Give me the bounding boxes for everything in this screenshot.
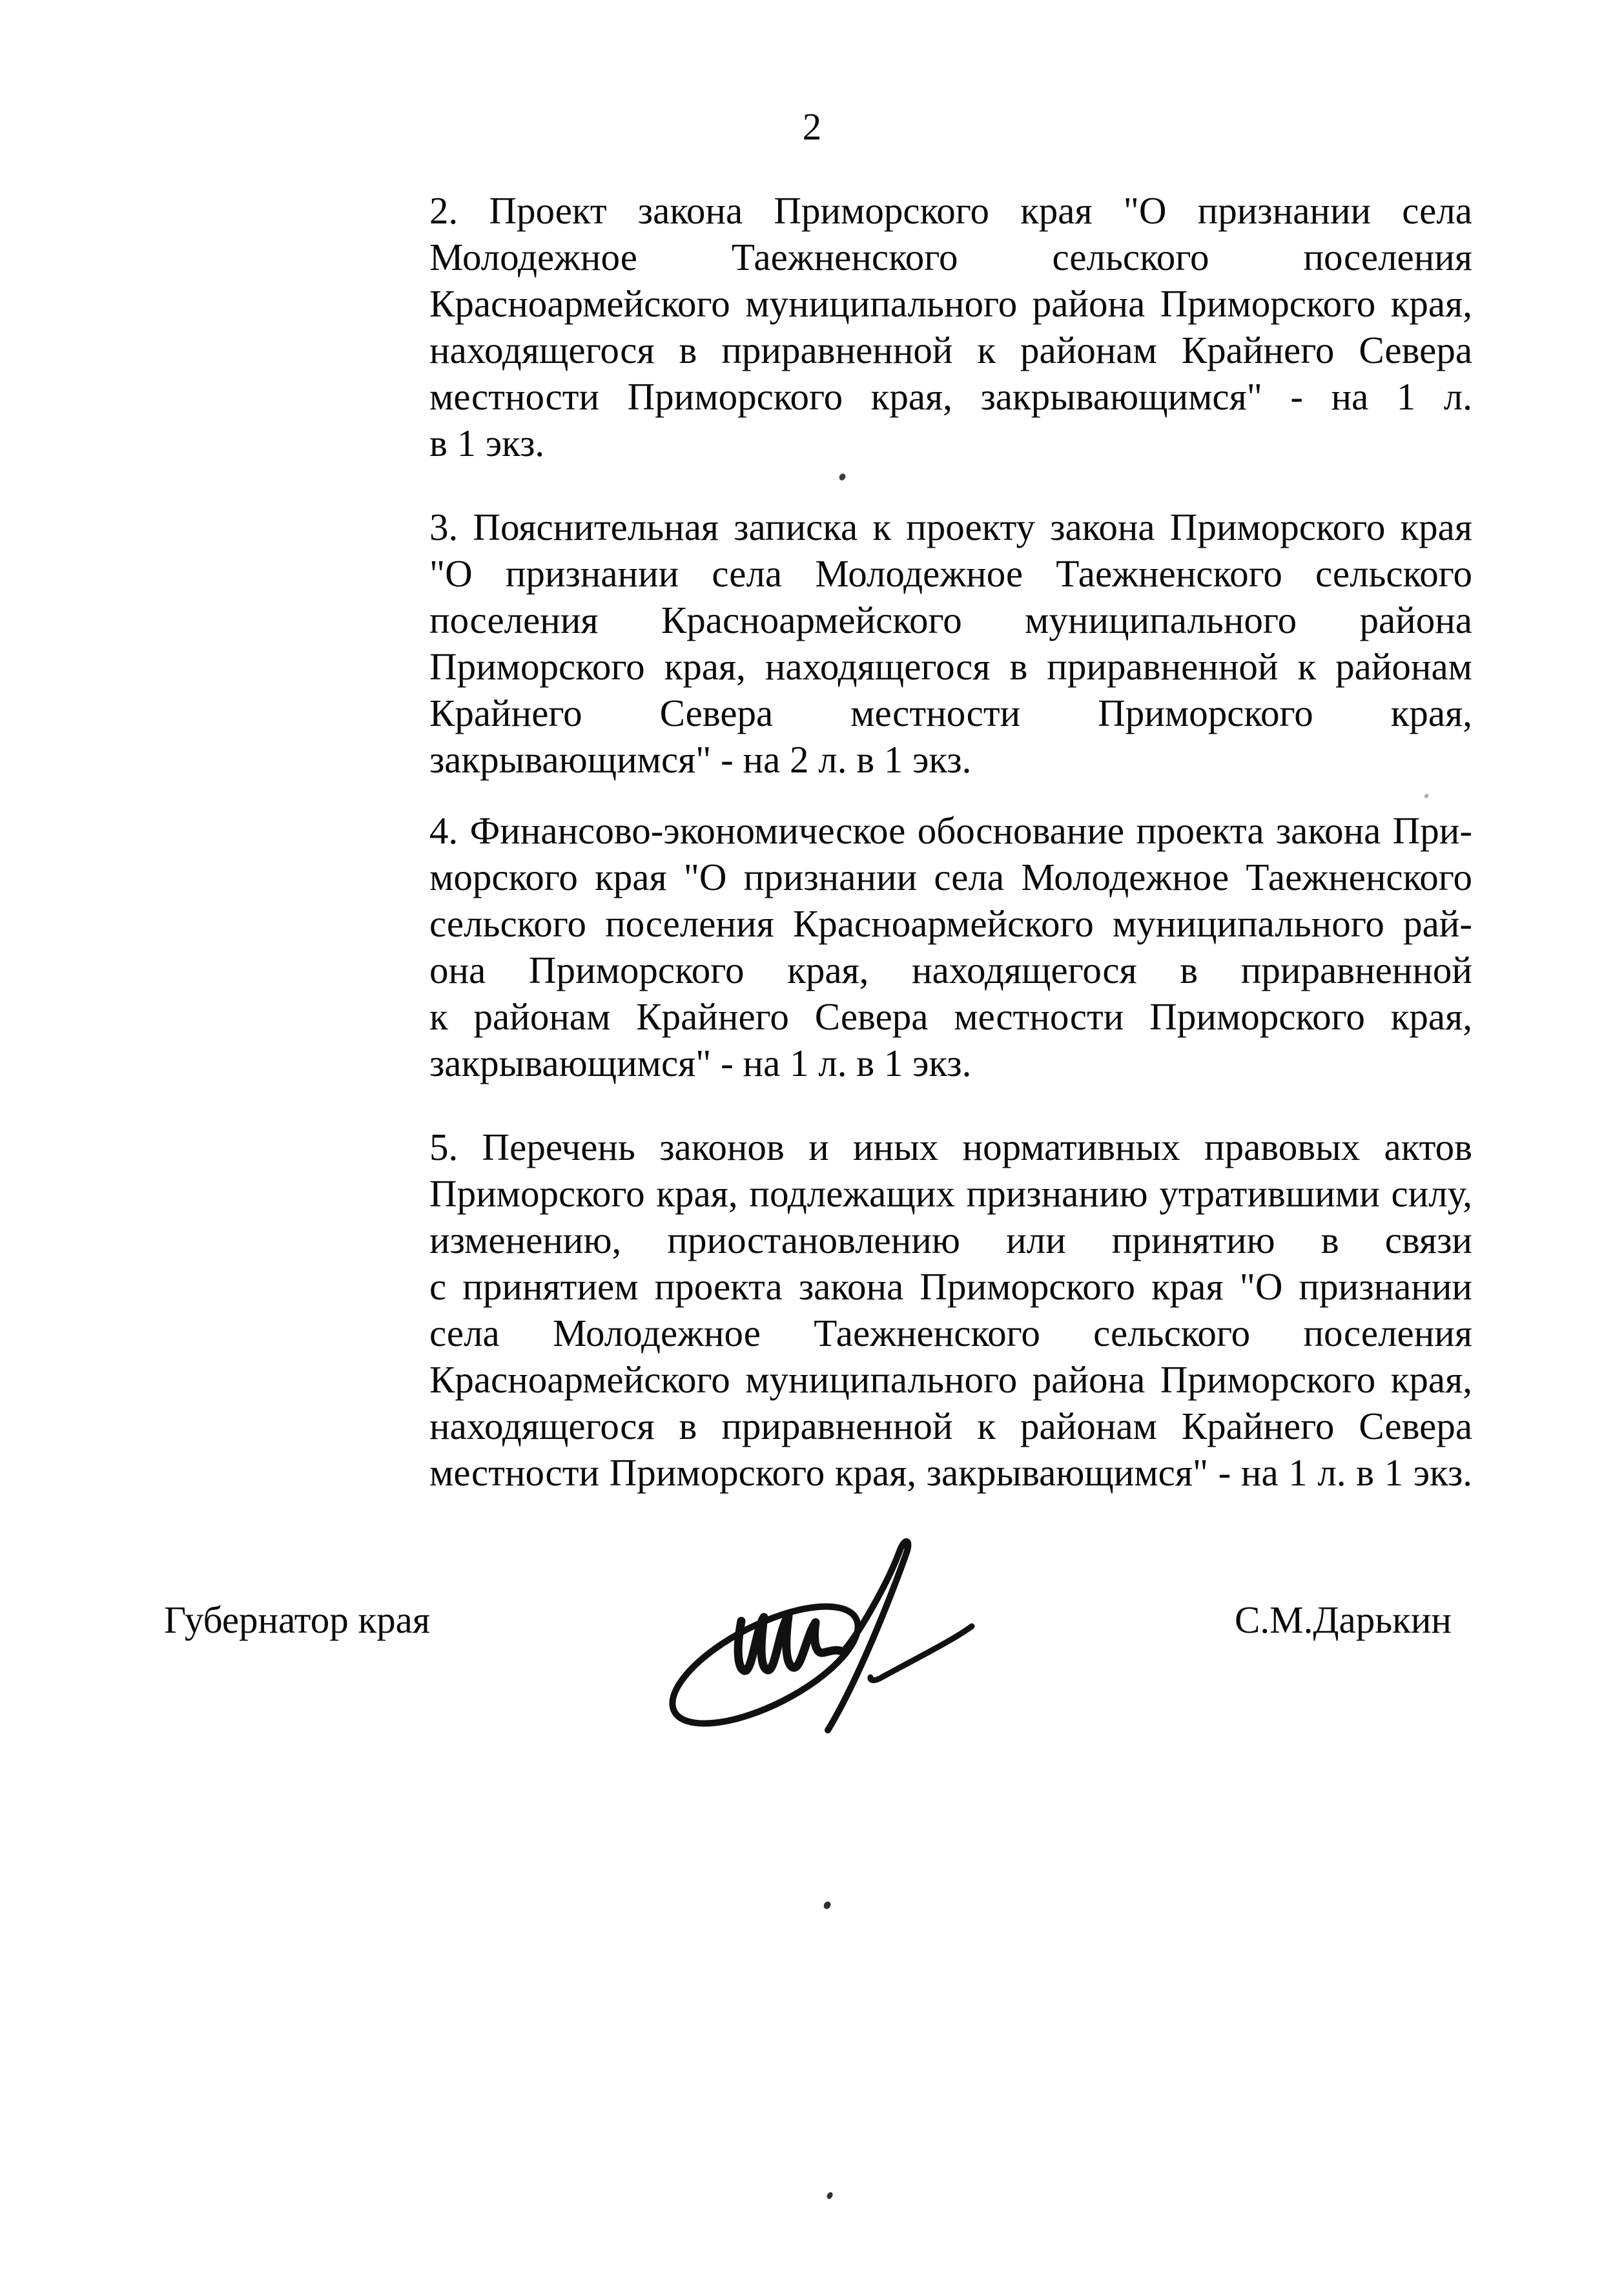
text-line: Приморского края, подлежащих признанию утратившими силу, [429,1172,1472,1215]
page-number: 2 [802,105,822,148]
text-line: закрывающимся" - на 1 л. в 1 экз. [429,1042,972,1084]
text-line: 4. Финансово-экономическое обоснование проекта закона При- [429,809,1472,852]
text-line: поселения Красноармейского муниципального района [429,599,1472,641]
text-line: 2. Проект закона Приморского края "О признании села [429,189,1472,232]
text-line: Красноармейского муниципального района Приморского края, [429,282,1472,325]
text-line: "О признании села Молодежное Таежненского сельского [429,552,1472,595]
text-line: местности Приморского края, закрывающимся" - на 1 л. в 1 экз. [429,1451,1472,1494]
paragraph-item-4 [429,807,1472,1086]
governor-title-label: Губернатор края [164,1598,430,1641]
paragraph-item-2 [429,187,1472,466]
text-line: с принятием проекта закона Приморского края "О признании [429,1265,1472,1308]
text-line: изменению, приостановлению или принятию в связи [429,1219,1472,1261]
scan-artifact-speck [1424,793,1430,799]
text-line: Красноармейского муниципального района Приморского края, [429,1358,1472,1401]
text-line: Приморского края, находящегося в приравненной к районам [429,645,1472,688]
text-line: находящегося в приравненной к районам Крайнего Севера [429,1405,1472,1447]
scan-artifact-speck [823,1900,832,1910]
text-line: Крайнего Севера местности Приморского края, [429,692,1472,734]
text-line: 5. Перечень законов и иных нормативных правовых актов [429,1126,1472,1168]
text-line: находящегося в приравненной к районам Крайнего Севера [429,329,1472,371]
paragraph-item-3 [429,504,1472,783]
signature-flourish-stroke [828,1542,908,1730]
scan-artifact-speck [838,473,847,482]
text-line: сельского поселения Красноармейского муниципального рай- [429,902,1472,945]
scan-artifact-speck [826,2191,834,2200]
text-line: местности Приморского края, закрывающимся" - на 1 л. [429,375,1472,418]
text-line: села Молодежное Таежненского сельского поселения [429,1312,1472,1354]
text-line: к районам Крайнего Севера местности Приморского края, [429,995,1472,1038]
paragraph-item-5 [429,1124,1472,1496]
signer-name-label: С.М.Дарькин [1235,1598,1452,1641]
text-line: Молодежное Таежненского сельского поселения [429,236,1472,278]
text-line: 3. Пояснительная записка к проекту закона Приморского края [429,506,1472,548]
handwritten-signature-icon [665,1524,1001,1770]
text-line: в 1 экз. [429,422,545,464]
text-line: закрывающимся" - на 2 л. в 1 экз. [429,738,972,781]
text-line: она Приморского края, находящегося в приравненной [429,949,1472,991]
text-line: морского края "О признании села Молодежное Таежненского [429,856,1472,898]
signature-dash-stroke [870,1626,972,1680]
